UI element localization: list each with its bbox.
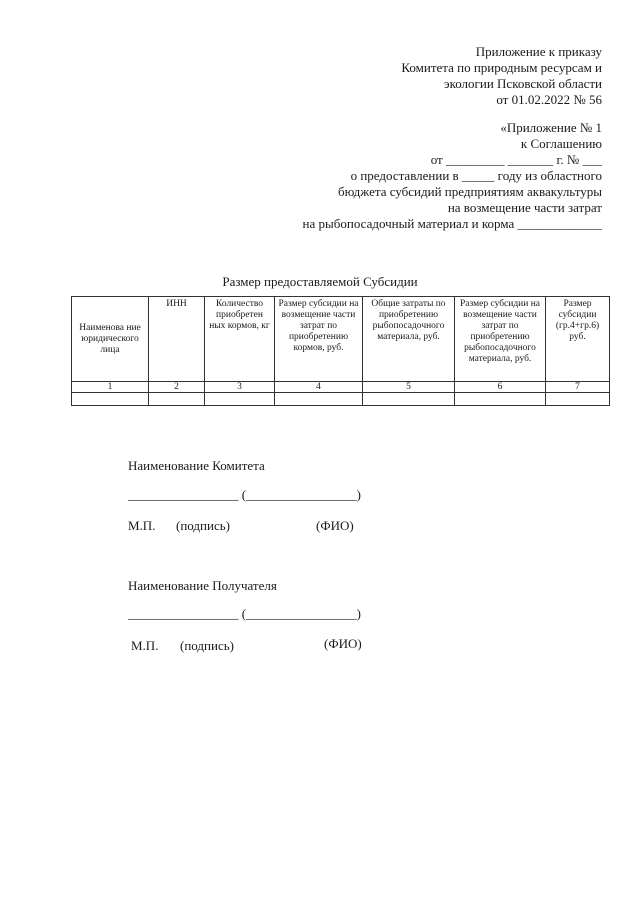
column-number: 3 [205, 382, 275, 393]
annex-line: на возмещение части затрат [447, 200, 602, 215]
approval-line: Комитета по природным ресурсам и [401, 60, 602, 75]
annex-line: на рыбопосадочный материал и корма _____________ [302, 216, 602, 231]
header-cell: ИНН [149, 297, 205, 382]
table-cell [275, 393, 363, 406]
table-cell [72, 393, 149, 406]
annex-line: к Соглашению [520, 136, 602, 151]
recipient-mp: М.П. [131, 638, 159, 653]
approval-line: Приложение к приказу [475, 44, 602, 59]
column-number: 2 [149, 382, 205, 393]
annex-line: о предоставлении в _____ году из областного [350, 168, 602, 183]
column-number-row [72, 382, 610, 393]
approval-header [401, 44, 602, 108]
annex-line: «Приложение № 1 [500, 120, 602, 135]
approval-line: экологии Псковской области [443, 76, 602, 91]
header-cell: Общие затраты по приобретению рыбопосадочного материала, руб. [363, 297, 455, 382]
subsidy-table [71, 296, 610, 406]
committee-fio-caption: (ФИО) [316, 518, 354, 533]
recipient-signature-line: _________________ (_________________) [128, 606, 361, 621]
committee-mp: М.П. [128, 518, 156, 533]
header-cell: Количество приобретен ных кормов, кг [205, 297, 275, 382]
approval-line: от 01.02.2022 № 56 [496, 92, 602, 107]
column-number: 5 [363, 382, 455, 393]
recipient-title: Наименование Получателя [128, 578, 277, 593]
table-cell [455, 393, 546, 406]
table-cell [205, 393, 275, 406]
table-header-row [72, 297, 610, 382]
column-number: 4 [275, 382, 363, 393]
committee-signature-line: _________________ (_________________) [128, 487, 361, 502]
recipient-signature-caption: (подпись) [180, 638, 234, 653]
column-number: 6 [455, 382, 546, 393]
table-cell [363, 393, 455, 406]
committee-signature-caption: (подпись) [176, 518, 230, 533]
header-cell: Размер субсидии (гр.4+гр.6) руб. [546, 297, 610, 382]
table-cell [149, 393, 205, 406]
annex-header [303, 120, 602, 232]
table-cell [546, 393, 610, 406]
header-cell: Наименова ние юридического лица [72, 297, 149, 382]
table-row [72, 393, 610, 406]
header-cell: Размер субсидии на возмещение части затрат по приобретению кормов, руб. [275, 297, 363, 382]
column-number: 1 [72, 382, 149, 393]
recipient-fio-caption: (ФИО) [324, 636, 362, 651]
annex-line: бюджета субсидий предприятиям аквакультуры [338, 184, 602, 199]
column-number: 7 [546, 382, 610, 393]
committee-title: Наименование Комитета [128, 458, 265, 473]
header-cell: Размер субсидии на возмещение части затрат по приобретению рыбопосадочного материала, руб. [455, 297, 546, 382]
annex-line: от _________ _______ г. № ___ [430, 152, 602, 167]
table-title: Размер предоставляемой Субсидии [222, 274, 418, 289]
